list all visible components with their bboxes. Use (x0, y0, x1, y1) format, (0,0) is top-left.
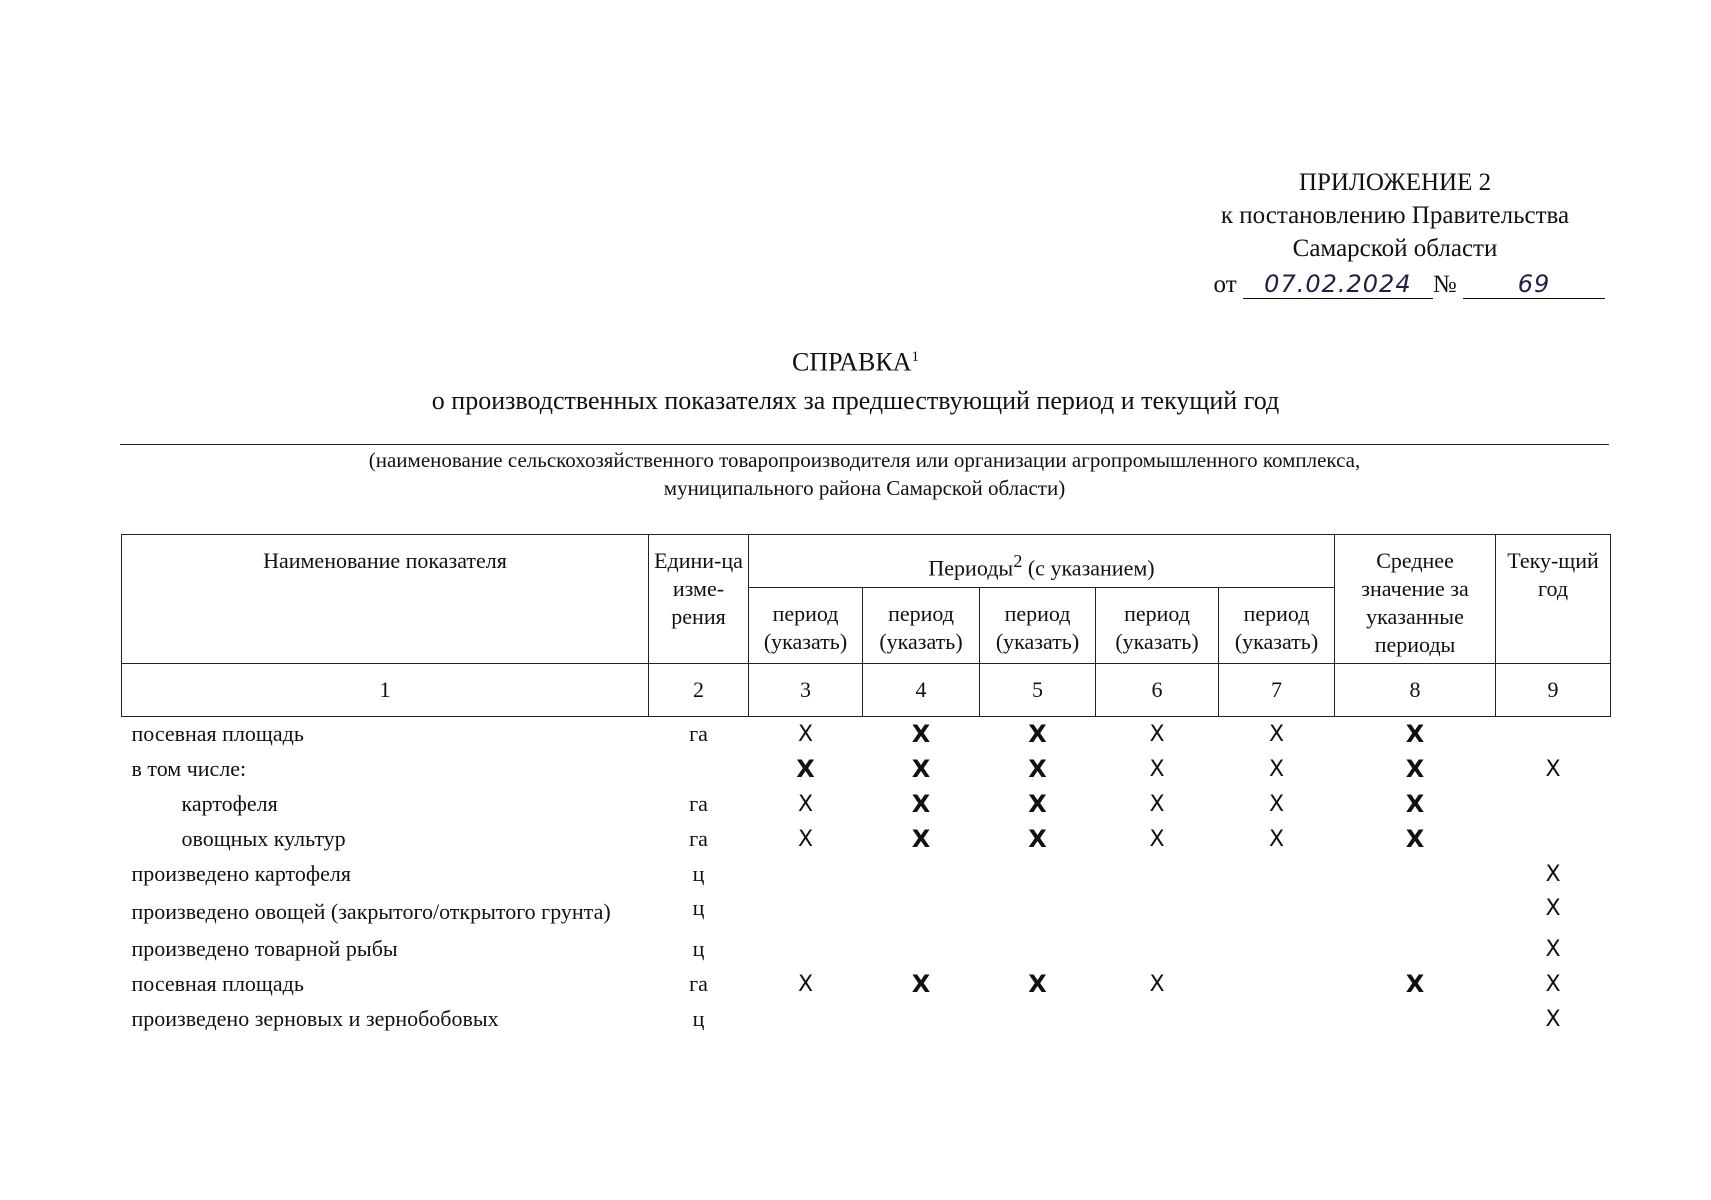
period-hint: (указать) (763, 629, 848, 654)
table-row (122, 752, 1611, 787)
cross-mark: X (1268, 757, 1285, 782)
title-footnote-marker: 1 (911, 349, 919, 365)
row-indicator-name: посевная площадь (131, 971, 304, 996)
cross-mark: X (1149, 757, 1165, 782)
handwritten-date: 07.02.2024 (1243, 270, 1433, 299)
row-cell-col-4 (863, 932, 980, 967)
row-cell-col-3 (749, 752, 863, 787)
row-cell-col-7 (1219, 787, 1335, 822)
cross-mark: X (1545, 757, 1561, 782)
cross-mark: X (1028, 755, 1047, 783)
cross-mark: X (911, 720, 931, 748)
row-cell-col-8 (1335, 892, 1496, 932)
cross-mark: X (911, 790, 931, 818)
row-indicator-name: посевная площадь (131, 721, 304, 746)
header-current-year: Теку-щий год (1496, 535, 1611, 664)
row-cell-col-3 (749, 787, 863, 822)
period-word: период (772, 601, 839, 626)
from-label: от (1213, 271, 1237, 298)
header-indicator: Наименование показателя (122, 535, 649, 664)
row-cell-col-7 (1219, 967, 1335, 1002)
cross-mark: X (797, 722, 814, 747)
row-cell-col-8 (1335, 717, 1496, 753)
header-periods-label: Периоды (928, 555, 1014, 581)
cross-mark: X (797, 972, 814, 997)
column-number: 7 (1219, 664, 1335, 717)
table-row (122, 892, 1611, 932)
row-cell-col-9 (1496, 892, 1611, 932)
row-unit: га (689, 826, 708, 851)
periods-footnote-marker: 2 (1013, 551, 1023, 571)
row-unit: ц (692, 1006, 705, 1031)
row-cell-col-5 (980, 1002, 1096, 1037)
header-periods-suffix: (с указанием) (1022, 555, 1155, 581)
cross-mark: X (1149, 722, 1165, 747)
period-hint: (указать) (995, 629, 1080, 654)
cross-mark: X (1028, 970, 1047, 998)
row-indicator-name: произведено картофеля (131, 861, 351, 886)
row-cell-col-4 (863, 1002, 980, 1037)
row-cell-col-7 (1219, 932, 1335, 967)
row-cell-col-8 (1335, 752, 1496, 787)
row-cell-col-9 (1496, 967, 1611, 1002)
cross-mark: X (1545, 896, 1561, 921)
table-row (122, 932, 1611, 967)
cross-mark: X (1028, 720, 1047, 748)
appendix-line-region: Самарской области (1292, 235, 1498, 262)
cross-mark: X (1545, 937, 1561, 962)
cross-mark: X (1149, 792, 1165, 817)
column-number: 9 (1496, 664, 1611, 717)
cross-mark: X (1545, 972, 1561, 997)
row-cell-col-7 (1219, 752, 1335, 787)
row-unit: га (689, 971, 708, 996)
row-cell-col-6 (1096, 1002, 1219, 1037)
header-period-5 (1219, 588, 1335, 664)
row-indicator-name: овощных культур (181, 826, 346, 851)
appendix-date-line (1185, 268, 1605, 301)
row-cell-col-7 (1219, 1002, 1335, 1037)
table-row (122, 787, 1611, 822)
header-period-1 (749, 588, 863, 664)
row-cell-col-4 (863, 967, 980, 1002)
row-unit: га (689, 721, 708, 746)
row-cell-col-3 (749, 1002, 863, 1037)
table-row (122, 822, 1611, 857)
organization-caption (120, 446, 1609, 502)
row-cell-col-7 (1219, 822, 1335, 857)
cross-mark: X (1405, 755, 1425, 783)
period-hint: (указать) (879, 629, 963, 654)
appendix-line-resolution: к постановлению Правительства (1220, 202, 1570, 229)
header-periods (749, 535, 1335, 588)
document-title-block (0, 338, 1711, 420)
row-cell-col-3 (749, 932, 863, 967)
row-cell-col-4 (863, 787, 980, 822)
row-cell-col-8 (1335, 787, 1496, 822)
row-cell-col-5 (980, 822, 1096, 857)
cross-mark: X (1405, 720, 1425, 748)
cross-mark: X (911, 970, 931, 998)
table-body (122, 717, 1611, 1038)
cross-mark: X (911, 755, 931, 783)
row-cell-col-8 (1335, 967, 1496, 1002)
caption-line-2: муниципального района Самарской области) (663, 476, 1066, 500)
cross-mark: X (796, 755, 815, 783)
cross-mark: X (1268, 792, 1285, 817)
row-cell-col-5 (980, 787, 1096, 822)
cross-mark: X (1405, 790, 1425, 818)
row-cell-col-9 (1496, 932, 1611, 967)
row-indicator-name: в том числе: (131, 756, 247, 781)
row-unit: ц (692, 936, 705, 961)
column-number: 4 (863, 664, 980, 717)
row-indicator-name: произведено товарной рыбы (131, 936, 398, 961)
cross-mark: X (1268, 827, 1285, 852)
row-cell-col-3 (749, 822, 863, 857)
row-cell-col-4 (863, 822, 980, 857)
row-cell-col-6 (1096, 892, 1219, 932)
row-unit: ц (692, 895, 705, 920)
header-period-3 (980, 588, 1096, 664)
document-subtitle: о производственных показателях за предшествующий период и текущий год (431, 385, 1280, 415)
row-indicator-name: произведено овощей (закрытого/открытого грунта) (131, 899, 611, 924)
row-cell-col-4 (863, 857, 980, 892)
row-cell-col-5 (980, 892, 1096, 932)
period-word: период (888, 601, 954, 626)
row-cell-col-5 (980, 717, 1096, 753)
row-cell-col-6 (1096, 717, 1219, 753)
cross-mark: X (1405, 970, 1425, 998)
row-cell-col-3 (749, 717, 863, 753)
row-cell-col-4 (863, 717, 980, 753)
cross-mark: X (1545, 1007, 1561, 1032)
row-cell-col-9 (1496, 857, 1611, 892)
column-number: 1 (122, 664, 649, 717)
number-label: № (1432, 271, 1457, 298)
appendix-title: ПРИЛОЖЕНИЕ 2 (1298, 169, 1492, 196)
row-cell-col-5 (980, 857, 1096, 892)
indicators-table (121, 534, 1611, 1037)
table-row (122, 717, 1611, 753)
document-title-text: СПРАВКА (792, 347, 912, 377)
column-number: 5 (980, 664, 1096, 717)
header-period-4 (1096, 588, 1219, 664)
row-cell-col-6 (1096, 967, 1219, 1002)
table-row (122, 967, 1611, 1002)
row-cell-col-3 (749, 967, 863, 1002)
row-cell-col-8 (1335, 1002, 1496, 1037)
row-cell-col-4 (863, 892, 980, 932)
row-unit: га (689, 791, 708, 816)
cross-mark: X (911, 825, 931, 853)
header-average: Среднее значение за указанные периоды (1335, 535, 1496, 664)
row-cell-col-3 (749, 857, 863, 892)
column-number-row (122, 664, 1611, 717)
row-cell-col-8 (1335, 932, 1496, 967)
period-word: период (1243, 601, 1310, 626)
row-cell-col-7 (1219, 892, 1335, 932)
row-cell-col-6 (1096, 822, 1219, 857)
row-cell-col-6 (1096, 752, 1219, 787)
document-title (0, 338, 1711, 382)
row-cell-col-4 (863, 752, 980, 787)
row-cell-col-5 (980, 967, 1096, 1002)
cross-mark: X (1405, 825, 1425, 853)
row-cell-col-6 (1096, 787, 1219, 822)
cross-mark: X (1028, 790, 1047, 818)
period-word: период (1004, 601, 1071, 626)
row-cell-col-5 (980, 932, 1096, 967)
row-cell-col-7 (1219, 717, 1335, 753)
row-cell-col-8 (1335, 822, 1496, 857)
row-cell-col-9 (1496, 752, 1611, 787)
period-hint: (указать) (1234, 629, 1319, 654)
row-cell-col-5 (980, 752, 1096, 787)
row-cell-col-7 (1219, 857, 1335, 892)
cross-mark: X (1028, 825, 1047, 853)
caption-line-1: (наименование сельскохозяйственного товаропроизводителя или организации агропромышленного комплекса, (368, 448, 1361, 472)
cross-mark: X (1149, 972, 1165, 997)
cross-mark: X (1268, 722, 1285, 747)
row-cell-col-9 (1496, 822, 1611, 857)
row-cell-col-9 (1496, 717, 1611, 753)
row-cell-col-9 (1496, 1002, 1611, 1037)
cross-mark: X (1149, 827, 1165, 852)
organization-name-line (120, 444, 1609, 445)
header-period-2 (863, 588, 980, 664)
column-number: 6 (1096, 664, 1219, 717)
table-row (122, 1002, 1611, 1037)
cross-mark: X (1545, 862, 1561, 887)
appendix-header (1185, 166, 1605, 301)
row-cell-col-8 (1335, 857, 1496, 892)
period-word: период (1124, 601, 1190, 626)
header-unit: Едини-ца изме-рения (649, 535, 749, 664)
column-number: 2 (649, 664, 749, 717)
table-row (122, 857, 1611, 892)
row-indicator-name: произведено зерновых и зернобобовых (131, 1006, 499, 1031)
row-unit: ц (692, 861, 705, 886)
row-cell-col-9 (1496, 787, 1611, 822)
cross-mark: X (797, 792, 814, 817)
handwritten-number: 69 (1463, 270, 1605, 299)
row-cell-col-3 (749, 892, 863, 932)
period-hint: (указать) (1115, 629, 1199, 654)
row-cell-col-6 (1096, 857, 1219, 892)
column-number: 8 (1335, 664, 1496, 717)
row-unit (649, 752, 749, 787)
row-cell-col-6 (1096, 932, 1219, 967)
row-indicator-name: картофеля (181, 791, 278, 816)
cross-mark: X (797, 827, 814, 852)
column-number: 3 (749, 664, 863, 717)
